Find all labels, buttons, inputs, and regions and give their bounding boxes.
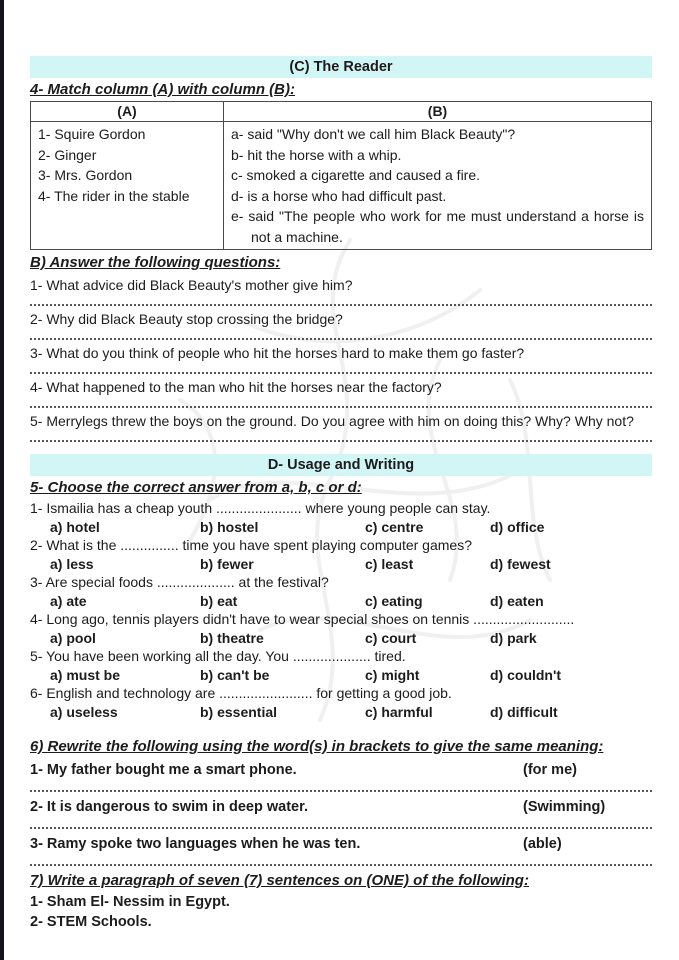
- paragraph-topic: 2- STEM Schools.: [30, 914, 152, 930]
- mcq-option-a: a) useless: [50, 703, 118, 720]
- answer-line: [30, 431, 652, 442]
- rewrite-heading: 6) Rewrite the following using the word(s) in brackets to give the same meaning:: [30, 738, 604, 755]
- question-text: 3- What do you think of people who hit the horses hard to make them go faster?: [30, 345, 525, 361]
- mcq-stem: 6- English and technology are ........................ for getting a good job.: [30, 685, 452, 701]
- match-table-header-row: [31, 102, 652, 122]
- mcq-stem: 5- You have been working all the day. You .................... tired.: [30, 648, 406, 664]
- mcq-option-b: b) hostel: [200, 518, 259, 535]
- mcq-option-d: d) park: [490, 629, 537, 646]
- answer-line: [30, 397, 652, 408]
- rewrite-sentence: 3- Ramy spoke two languages when he was ten.: [30, 836, 361, 852]
- choose-heading: 5- Choose the correct answer from a, b, c or d:: [30, 479, 362, 496]
- col-a-header: (A): [31, 102, 224, 122]
- mcq-option-b: b) fewer: [200, 555, 254, 572]
- mcq-option-a: a) must be: [50, 666, 121, 683]
- rewrite-bracket: (able): [523, 836, 562, 852]
- mcq-option-d: d) office: [490, 518, 545, 535]
- mcq-stem: 3- Are special foods .................... at the festival?: [30, 574, 329, 590]
- mcq-options: [50, 703, 652, 722]
- mcq-item: [30, 610, 652, 647]
- mcq-option-a: a) less: [50, 555, 94, 572]
- col-a-item: 2- Ginger: [38, 146, 97, 163]
- col-b-item: d- is a horse who had difficult past.: [231, 187, 447, 204]
- mcq-option-d: d) fewest: [490, 555, 551, 572]
- col-a-item: 4- The rider in the stable: [38, 187, 190, 204]
- question-block: [30, 412, 652, 442]
- mcq-options: [50, 555, 652, 574]
- answer-line: [30, 329, 652, 340]
- question-text: 4- What happened to the man who hit the horses near the factory?: [30, 379, 442, 395]
- mcq-option-a: a) hotel: [50, 518, 100, 535]
- mcq-item: [30, 647, 652, 684]
- match-heading: 4- Match column (A) with column (B):: [30, 81, 295, 98]
- mcq-option-d: d) difficult: [490, 703, 558, 720]
- mcq-option-b: b) theatre: [200, 629, 264, 646]
- rewrite-item: [30, 835, 652, 866]
- rewrite-bracket: (Swimming): [523, 799, 606, 815]
- mcq-option-a: a) ate: [50, 592, 87, 609]
- answer-line: [30, 817, 652, 829]
- match-table-body-row: [31, 122, 652, 250]
- mcq-option-c: c) least: [365, 555, 414, 572]
- col-b-item: a- said "Why don't we call him Black Beauty"?: [231, 126, 516, 142]
- question-text: 5- Merrylegs threw the boys on the ground. Do you agree with him on doing this? Why? Why not?: [30, 413, 634, 429]
- mcq-option-c: c) eating: [365, 592, 423, 609]
- col-b-cell: [224, 122, 652, 250]
- answer-line: [30, 780, 652, 792]
- exam-page: [30, 56, 652, 932]
- mcq-options: [50, 629, 652, 648]
- mcq-options: [50, 518, 652, 537]
- section-c-header: (C) The Reader: [30, 56, 652, 78]
- mcq-stem: 1- Ismailia has a cheap youth ...................... where young people can stay.: [30, 500, 491, 516]
- answer-heading: B) Answer the following questions:: [30, 254, 281, 271]
- col-a-item: 1- Squire Gordon: [38, 126, 146, 142]
- rewrite-item: [30, 761, 652, 792]
- mcq-option-c: c) might: [365, 666, 420, 683]
- answer-line: [30, 363, 652, 374]
- mcq-item: [30, 536, 652, 573]
- mcq-option-b: b) essential: [200, 703, 278, 720]
- paragraph-topic: 1- Sham El- Nessim in Egypt.: [30, 894, 230, 910]
- col-b-item: e- said "The people who work for me must understand a horse is not a machine.: [231, 208, 644, 245]
- mcq-option-c: c) court: [365, 629, 417, 646]
- rewrite-sentence: 1- My father bought me a smart phone.: [30, 762, 297, 778]
- page-left-edge-bar: [0, 0, 4, 960]
- mcq-option-d: d) couldn't: [490, 666, 561, 683]
- answer-line: [30, 854, 652, 866]
- question-block: [30, 378, 652, 408]
- question-text: 1- What advice did Black Beauty's mother give him?: [30, 277, 353, 293]
- mcq-option-c: c) harmful: [365, 703, 433, 720]
- mcq-options: [50, 592, 652, 611]
- paragraph-heading: 7) Write a paragraph of seven (7) sentences on (ONE) of the following:: [30, 872, 529, 889]
- mcq-option-c: c) centre: [365, 518, 424, 535]
- mcq-stem: 4- Long ago, tennis players didn't have to wear special shoes on tennis ..........................: [30, 611, 575, 627]
- rewrite-sentence: 2- It is dangerous to swim in deep water.: [30, 799, 308, 815]
- mcq-item: [30, 499, 652, 536]
- question-block: [30, 276, 652, 306]
- mcq-options: [50, 666, 652, 685]
- match-table: [30, 101, 652, 250]
- rewrite-item: [30, 798, 652, 829]
- rewrite-bracket: (for me): [523, 762, 577, 778]
- question-text: 2- Why did Black Beauty stop crossing the bridge?: [30, 311, 343, 327]
- mcq-stem: 2- What is the ............... time you have spent playing computer games?: [30, 537, 472, 553]
- mcq-option-b: b) can't be: [200, 666, 270, 683]
- col-b-header: (B): [224, 102, 652, 122]
- question-block: [30, 344, 652, 374]
- section-d-header: D- Usage and Writing: [30, 454, 652, 476]
- mcq-item: [30, 684, 652, 721]
- col-a-item: 3- Mrs. Gordon: [38, 167, 133, 183]
- mcq-item: [30, 573, 652, 610]
- col-a-cell: [31, 122, 224, 250]
- col-b-item: c- smoked a cigarette and caused a fire.: [231, 167, 481, 183]
- answer-line: [30, 295, 652, 306]
- col-b-item: b- hit the horse with a whip.: [231, 146, 402, 163]
- question-block: [30, 310, 652, 340]
- mcq-option-d: d) eaten: [490, 592, 544, 609]
- mcq-option-a: a) pool: [50, 629, 96, 646]
- mcq-option-b: b) eat: [200, 592, 238, 609]
